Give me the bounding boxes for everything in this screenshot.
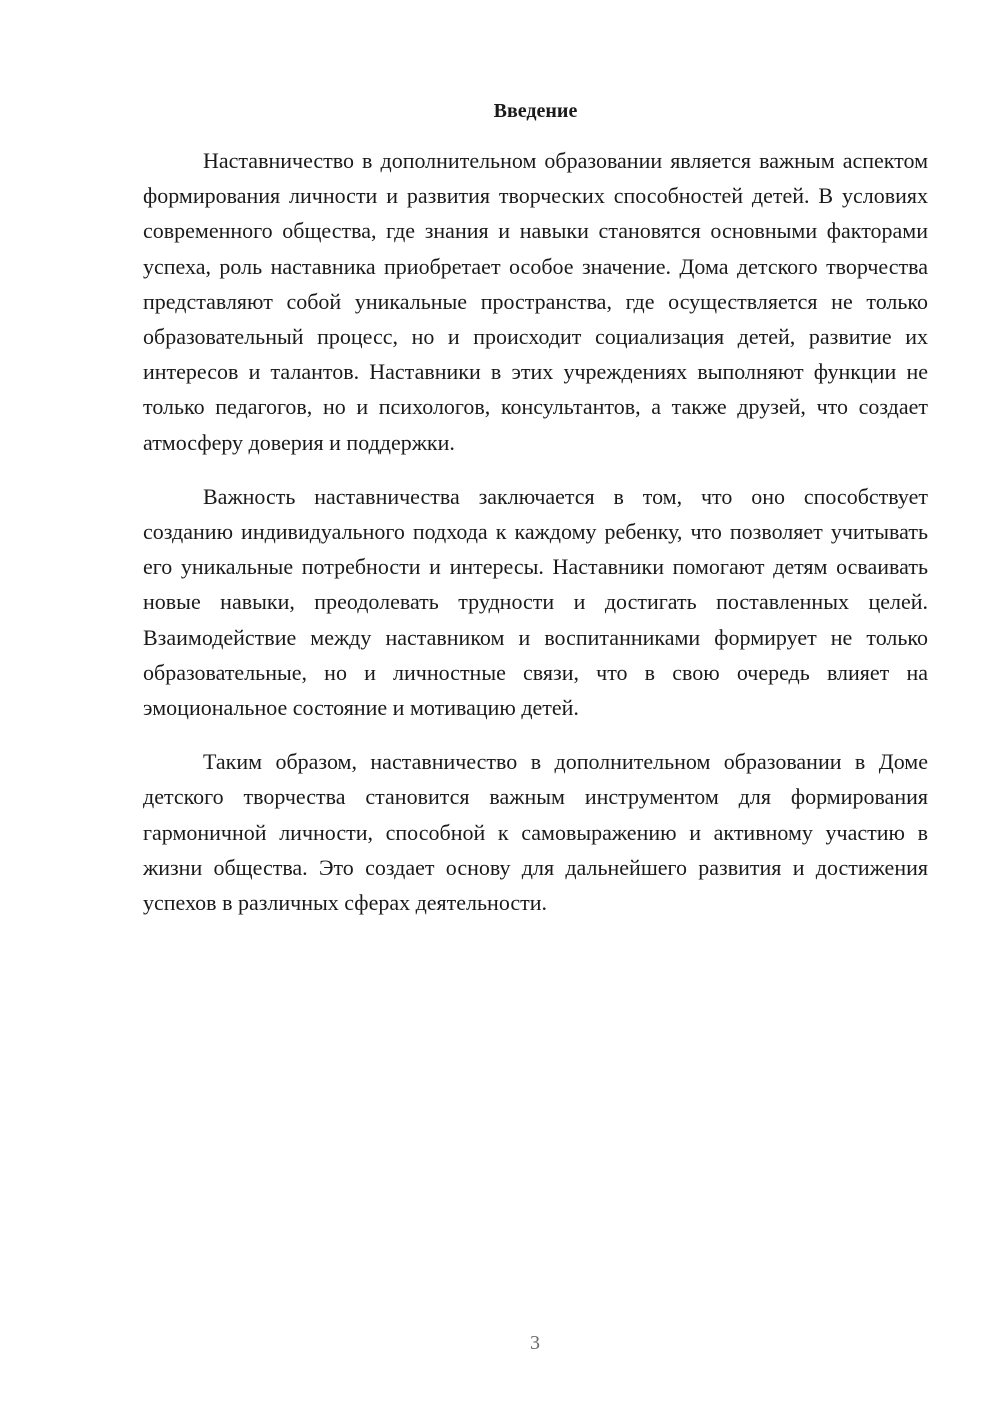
body-text bbox=[143, 143, 928, 939]
section-heading: Введение bbox=[493, 100, 578, 122]
paragraph-1: Наставничество в дополнительном образовании является важным аспектом формирования личности и развития творческих способностей детей. В условиях современного общества, где знания и навыки становятся основными факторами успеха, роль наставника приобретает особое значение. Дома детского творчества представляют собой уникальные пространства, где осуществляется не только образовательный процесс, но и происходит социализация детей, развитие их интересов и талантов. Наставники в этих учреждениях выполняют функции не только педагогов, но и психологов, консультантов, а также друзей, что создает атмосферу доверия и поддержки. bbox=[143, 148, 928, 455]
paragraph-3: Таким образом, наставничество в дополнительном образовании в Доме детского творчества становится важным инструментом для формирования гармоничной личности, способной к самовыражению и активному участию в жизни общества. Это создает основу для дальнейшего развития и достижения успехов в различных сферах деятельности. bbox=[143, 749, 928, 916]
paragraph-2: Важность наставничества заключается в том, что оно способствует созданию индивидуального подхода к каждому ребенку, что позволяет учитывать его уникальные потребности и интересы. Наставники помогают детям осваивать новые навыки, преодолевать трудности и достигать поставленных целей. Взаимодействие между наставником и воспитанниками формирует не только образовательные, но и личностные связи, что в свою очередь влияет на эмоциональное состояние и мотивацию детей. bbox=[143, 483, 928, 721]
page-number: 3 bbox=[530, 1332, 540, 1354]
